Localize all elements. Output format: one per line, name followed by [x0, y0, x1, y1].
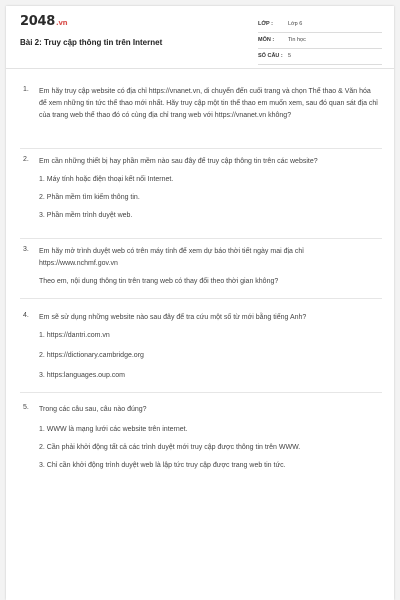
meta-row-count: [258, 52, 382, 65]
question-option: 3. https:languages.oup.com: [39, 372, 126, 379]
question-option: 3. Chỉ cần khởi động trình duyệt web là lập tức truy cập được trang web tin tức.: [39, 462, 286, 469]
meta-value: Lớp 6: [288, 21, 303, 27]
question-option: 2. Phần mềm tìm kiếm thông tin.: [39, 194, 140, 201]
site-logo[interactable]: [20, 14, 67, 29]
meta-row-subject: [258, 36, 382, 49]
question-text: Em hãy mở trình duyệt web có trên máy tính để xem dự báo thời tiết ngày mai địa chỉ https://www.nchmf.gov.vn: [39, 248, 304, 267]
meta-label: MÔN :: [258, 37, 275, 43]
question-number: 3.: [23, 246, 29, 253]
question-text: Trong các câu sau, câu nào đúng?: [39, 406, 147, 413]
question-number: 2.: [23, 156, 29, 163]
meta-value: 5: [288, 53, 292, 59]
worksheet-header: [6, 6, 394, 69]
question-option: 1. https://dantri.com.vn: [39, 332, 110, 339]
question-option: 2. Cần phải khởi động tất cả các trình duyệt mới truy cập được thông tin trên WWW.: [39, 444, 301, 451]
meta-label: SỐ CÂU :: [258, 53, 283, 59]
logo-tld: .vn: [55, 19, 68, 27]
logo-main: 2048: [20, 14, 55, 29]
meta-value: Tin học: [288, 37, 306, 43]
question-divider: [20, 148, 382, 149]
lesson-title: Bài 2: Truy cập thông tin trên Internet: [20, 38, 163, 47]
question-option: Theo em, nội dung thông tin trên trang web có thay đổi theo thời gian không?: [39, 278, 279, 285]
worksheet-page: [6, 6, 394, 600]
question-text: Em cần những thiết bị hay phần mềm nào sau đây để truy cập thông tin trên các website?: [39, 158, 318, 165]
question-option: 1. Máy tính hoặc điện thoại kết nối Internet.: [39, 176, 174, 183]
question-text: Em hãy truy cập website có địa chỉ https://vnanet.vn, di chuyển đến cuối trang và chọn Thể thao & Văn hóa để xem những tin tức thể thao mới nhất. Hãy truy cập một tin thể thao em muốn xem, sau đó quan sát địa chỉ của trang web thể thao đó có cùng địa chỉ trang web với https://vnanet.vn không?: [39, 88, 378, 119]
question-number: 4.: [23, 312, 29, 319]
question-option: 2. https://dictionary.cambridge.org: [39, 352, 144, 359]
question-text: Em sẽ sử dụng những website nào sau đây để tra cứu một số từ mới bằng tiếng Anh?: [39, 314, 307, 321]
question-divider: [20, 392, 382, 393]
meta-label: LỚP :: [258, 21, 273, 27]
question-divider: [20, 238, 382, 239]
meta-row-class: [258, 20, 382, 33]
worksheet-meta: [258, 20, 382, 68]
question-option: 3. Phần mềm trình duyệt web.: [39, 212, 133, 219]
question-divider: [20, 298, 382, 299]
question-number: 1.: [23, 86, 29, 93]
question-option: 1. WWW là mạng lưới các website trên internet.: [39, 426, 188, 433]
question-number: 5.: [23, 404, 29, 411]
